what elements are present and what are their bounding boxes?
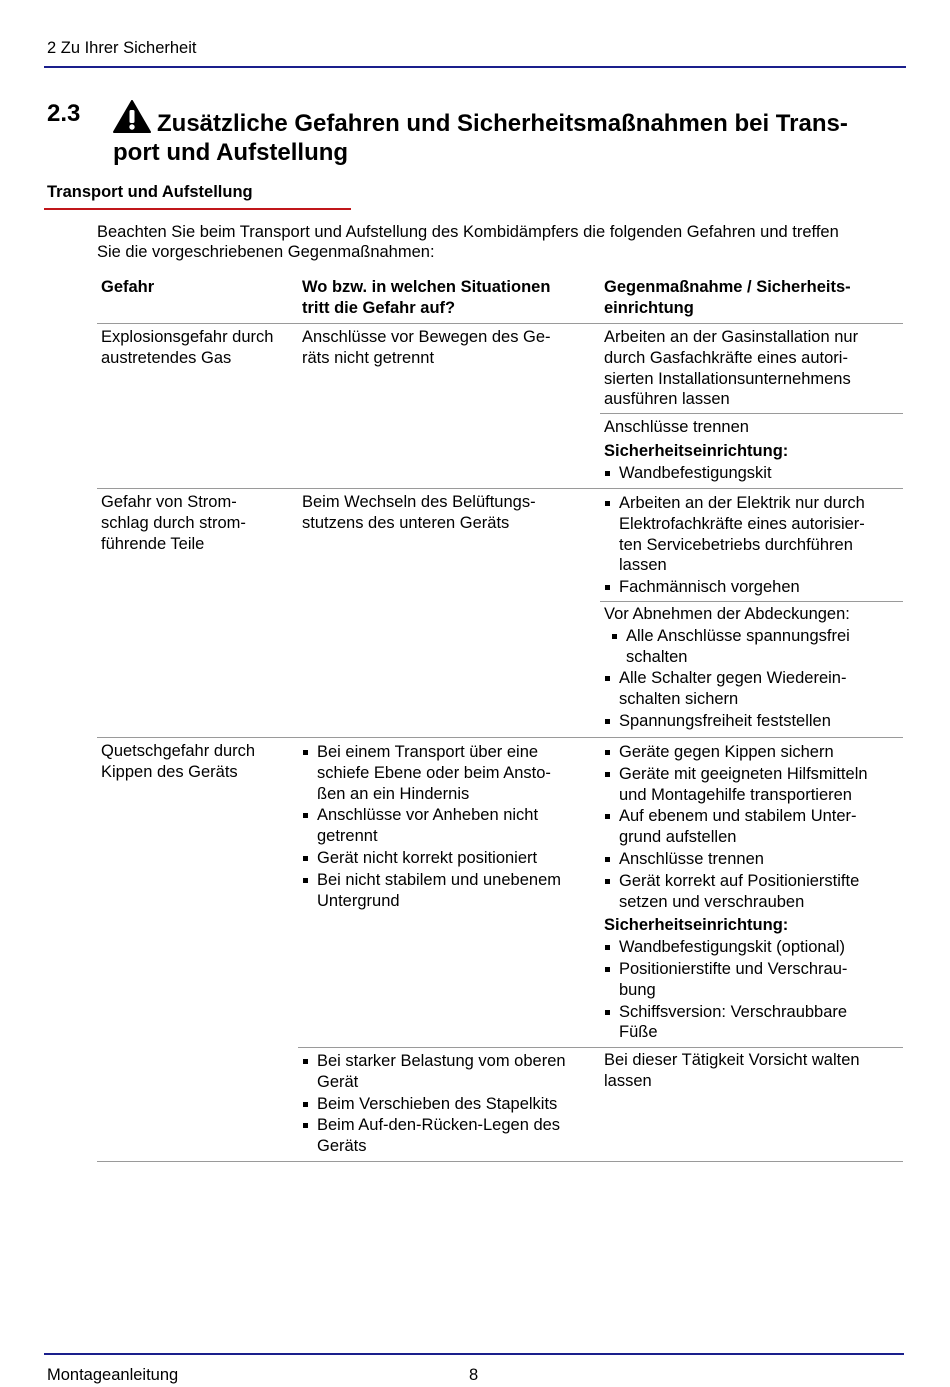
bullet-text: Alle Anschlüsse spannungsfrei schalten [626, 626, 850, 666]
bullet-text: Beim Auf-den-Rücken-Legen des Geräts [317, 1116, 561, 1156]
bullet-text: Auf ebenem und stabilem Unter- grund aufstellen [619, 807, 857, 847]
bullet-item [604, 668, 899, 710]
bullet-square-icon [605, 945, 610, 950]
bullet-square-icon [605, 750, 610, 755]
bullet-text: Wandbefestigungskit [619, 463, 772, 482]
bullet-square-icon [605, 1010, 610, 1015]
bullet-item [604, 742, 899, 763]
bullet-item [604, 463, 899, 484]
table-header-cell: Gefahr [101, 278, 155, 296]
bullet-square-icon [303, 813, 308, 818]
bullet-text: Beim Verschieben des Stapelkits [317, 1094, 558, 1113]
bullet-text: Fachmännisch vorgehen [619, 578, 800, 597]
bullet-item [604, 959, 899, 1001]
table-rule [97, 323, 903, 324]
situation-cell [302, 741, 592, 911]
cell-text: Bei dieser Tätigkeit Vorsicht walten lassen [604, 1051, 860, 1090]
cell-text: Arbeiten an der Gasinstallation nur durch Gasfachkräfte eines autori- sierten Installationsunternehmens ausführen lassen [604, 328, 859, 409]
bullet-item [604, 493, 899, 576]
bullet-text: Positionierstifte und Verschrau- bung [619, 959, 848, 999]
bullet-text: Arbeiten an der Elektrik nur durch Elektrofachkräfte eines autorisier- ten Servicebetriebs durchführen lassen [619, 494, 865, 575]
bullet-square-icon [303, 1102, 308, 1107]
bullet-text: Wandbefestigungskit (optional) [619, 938, 845, 957]
section-title [113, 100, 903, 167]
table-rule [97, 737, 903, 738]
table-rule [298, 1047, 903, 1048]
page-number: 8 [469, 1366, 479, 1384]
bullet-text: Bei starker Belastung vom oberen Gerät [317, 1052, 566, 1091]
measure-cell [604, 327, 899, 410]
hazard-cell: Explosionsgefahr durch austretendes Gas [101, 328, 274, 367]
bullet-square-icon [303, 878, 308, 883]
bullet-square-icon [612, 634, 617, 639]
cell-subheading: Sicherheitseinrichtung: [604, 916, 789, 935]
cell-subheading: Sicherheitseinrichtung: [604, 441, 789, 460]
warning-triangle-icon [113, 100, 151, 133]
bullet-item [302, 870, 592, 912]
table-rule [600, 601, 903, 602]
bullet-text: Alle Schalter gegen Wiederein- schalten sichern [619, 669, 847, 709]
bullet-text: Anschlüsse vor Anheben nicht getrennt [317, 806, 539, 846]
bullet-text: Anschlüsse trennen [619, 849, 764, 868]
bullet-item [604, 849, 899, 870]
bullet-square-icon [605, 857, 610, 862]
table-rule [97, 1161, 903, 1162]
bullet-square-icon [605, 772, 610, 777]
bullet-item [302, 742, 592, 804]
bullet-item [302, 1115, 592, 1157]
bullet-item [302, 1094, 592, 1115]
bullet-square-icon [605, 719, 610, 724]
intro-paragraph: Beachten Sie beim Transport und Aufstellung des Kombidämpfers die folgenden Gefahren und treffen Sie die vorgeschriebenen Gegenmaßnahmen: [97, 223, 839, 261]
measure-cell [604, 1050, 899, 1092]
bullet-square-icon [605, 879, 610, 884]
bullet-square-icon [605, 501, 610, 506]
bullet-square-icon [303, 1123, 308, 1128]
hazard-cell: Quetschgefahr durch Kippen des Geräts [101, 742, 256, 781]
bullet-square-icon [303, 750, 308, 755]
bullet-text: Schiffsversion: Verschraubbare Füße [619, 1002, 848, 1042]
footer-title: Montageanleitung [47, 1366, 179, 1384]
bullet-square-icon [303, 856, 308, 861]
subheading-rule [44, 208, 351, 210]
table-rule [600, 413, 903, 414]
footer-rule [44, 1353, 904, 1355]
situation-cell [302, 1050, 592, 1157]
subheading: Transport und Aufstellung [47, 183, 253, 201]
measure-cell [604, 741, 899, 1043]
hazard-cell: Gefahr von Strom- schlag durch strom- führende Teile [101, 493, 246, 553]
bullet-item [604, 626, 899, 668]
measure-cell [604, 492, 899, 598]
situation-cell [302, 492, 592, 534]
bullet-square-icon [605, 471, 610, 476]
running-header: 2 Zu Ihrer Sicherheit [47, 39, 197, 57]
bullet-square-icon [605, 676, 610, 681]
bullet-item [302, 1051, 592, 1093]
cell-text: Beim Wechseln des Belüftungs- stutzens des unteren Geräts [302, 493, 536, 532]
bullet-item [604, 577, 899, 598]
cell-text: Anschlüsse trennen [604, 418, 749, 436]
bullet-text: Spannungsfreiheit feststellen [619, 711, 831, 730]
table-rule [97, 488, 903, 489]
bullet-item [604, 806, 899, 848]
bullet-item [302, 805, 592, 847]
bullet-text: Geräte gegen Kippen sichern [619, 743, 834, 761]
bullet-item [604, 764, 899, 806]
measure-cell [604, 417, 899, 483]
bullet-text: Geräte mit geeigneten Hilfsmitteln und Montagehilfe transportieren [619, 764, 868, 804]
bullet-square-icon [605, 814, 610, 819]
bullet-square-icon [605, 967, 610, 972]
bullet-item [604, 871, 899, 913]
cell-text: Vor Abnehmen der Abdeckungen: [604, 605, 850, 623]
bullet-item [604, 1002, 899, 1044]
bullet-text: Gerät korrekt auf Positionierstifte setzen und verschrauben [619, 871, 860, 911]
cell-text: Anschlüsse vor Bewegen des Ge- räts nicht getrennt [302, 328, 551, 367]
bullet-text: Bei nicht stabilem und unebenem Untergrund [317, 870, 561, 910]
header-rule [44, 66, 906, 68]
bullet-square-icon [303, 1059, 308, 1064]
bullet-item [604, 711, 899, 732]
table-header-cell: Wo bzw. in welchen Situationen tritt die Gefahr auf? [302, 278, 551, 317]
situation-cell [302, 327, 592, 369]
bullet-item [604, 937, 899, 958]
section-number: 2.3 [47, 100, 81, 127]
bullet-text: Bei einem Transport über eine schiefe Ebene oder beim Ansto- ßen an ein Hindernis [317, 743, 551, 803]
bullet-text: Gerät nicht korrekt positioniert [317, 848, 538, 867]
measure-cell [604, 604, 899, 732]
section-title-text: Zusätzliche Gefahren und Sicherheitsmaßnahmen bei Trans- port und Aufstellung [113, 110, 848, 166]
bullet-item [302, 848, 592, 869]
table-header-cell: Gegenmaßnahme / Sicherheits- einrichtung [604, 278, 851, 317]
bullet-square-icon [605, 585, 610, 590]
